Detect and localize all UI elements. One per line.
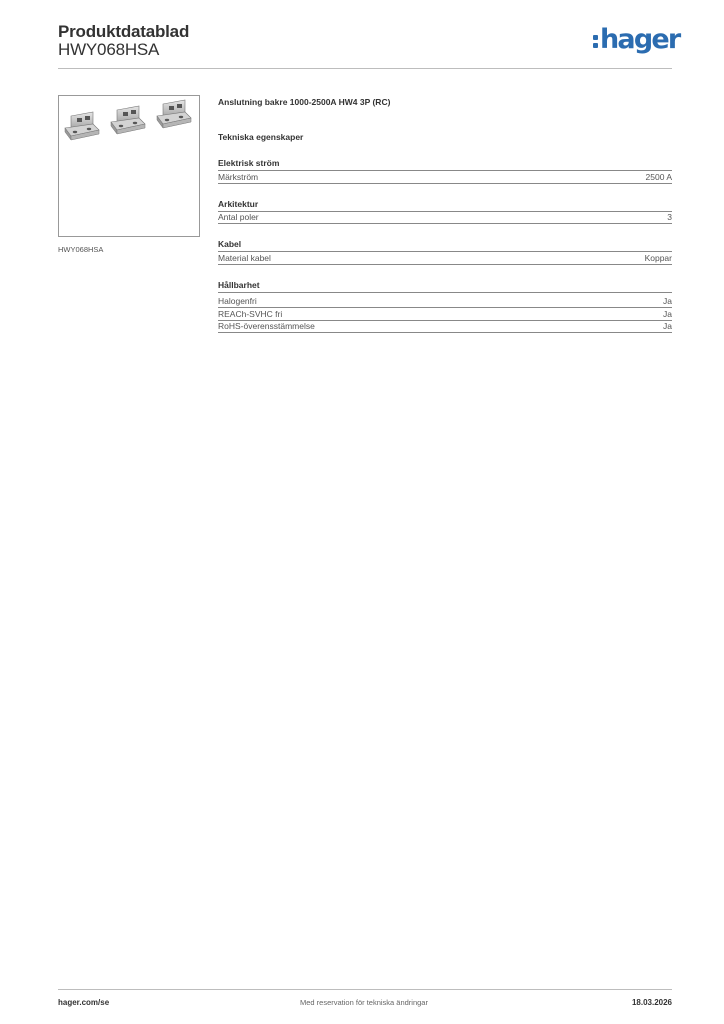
logo-dot-lower — [593, 43, 598, 48]
spec-group-title: Elektrisk ström — [218, 158, 672, 171]
spec-value: Ja — [663, 308, 672, 319]
specifications — [218, 97, 672, 333]
spec-label: Halogenfri — [218, 296, 257, 306]
spec-group-cable — [218, 239, 672, 265]
spec-group-sustainability — [218, 280, 672, 334]
header-divider — [58, 68, 672, 69]
footer-website-link[interactable]: hager.com/se — [58, 998, 110, 1007]
spec-row — [218, 212, 672, 225]
spec-value: Ja — [663, 296, 672, 306]
hager-logo — [590, 24, 680, 56]
spec-group-electrical — [218, 158, 672, 184]
logo-dot-upper — [593, 35, 598, 40]
spec-group-architecture — [218, 199, 672, 225]
section-title: Tekniska egenskaper — [218, 132, 304, 142]
spec-row — [218, 171, 672, 184]
spec-label: RoHS-överensstämmelse — [218, 321, 315, 331]
product-code: HWY068HSA — [58, 40, 160, 59]
spec-row — [218, 308, 672, 321]
spec-group-title: Arkitektur — [218, 199, 672, 212]
product-image — [58, 95, 200, 237]
spec-value: 3 — [667, 212, 672, 222]
terminal-2 — [111, 106, 145, 134]
terminal-3 — [157, 100, 191, 128]
footer-divider — [58, 989, 672, 990]
spec-row — [218, 296, 672, 309]
footer-date: 18.03.2026 — [631, 998, 672, 1007]
spec-label: Material kabel — [218, 252, 271, 263]
product-name: Anslutning bakre 1000-2500A HW4 3P (RC) — [218, 97, 391, 107]
connector-terminals-illustration — [59, 96, 199, 236]
page-title: Produktdatablad — [58, 22, 190, 41]
spec-value: Ja — [663, 321, 672, 331]
spec-value: Koppar — [644, 252, 672, 263]
footer-disclaimer: Med reservation för tekniska ändringar — [300, 998, 428, 1007]
spec-label: REACh-SVHC fri — [218, 308, 283, 319]
logo-text: hager — [600, 24, 680, 55]
spec-row — [218, 321, 672, 334]
spec-label: Antal poler — [218, 212, 259, 222]
spec-value: 2500 A — [645, 171, 672, 182]
spec-row — [218, 252, 672, 265]
image-caption: HWY068HSA — [58, 245, 104, 254]
spec-label: Märkström — [218, 171, 259, 182]
spec-group-title: Hållbarhet — [218, 280, 672, 293]
spec-group-title: Kabel — [218, 239, 672, 252]
terminal-1 — [65, 112, 99, 140]
